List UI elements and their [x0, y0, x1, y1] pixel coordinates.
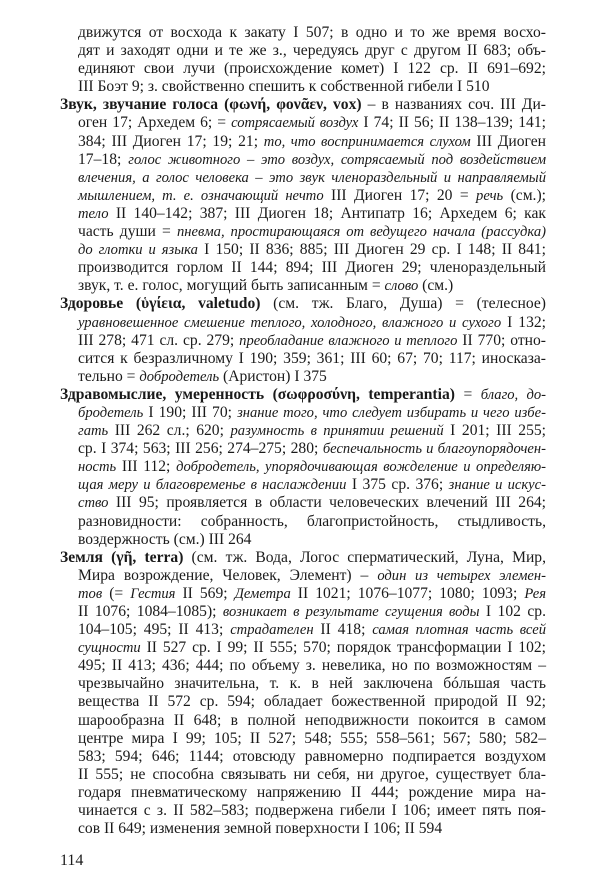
- definition-text: беспечальность и благоупорядочен-: [322, 441, 546, 458]
- definition-text: пневма, простирающаяся от ведущего начала (рассудка): [177, 224, 546, 241]
- index-entry-line: [60, 603, 546, 621]
- index-entry-line: [60, 440, 546, 458]
- index-entry-line: [60, 567, 546, 585]
- index-entry-line: [60, 24, 546, 42]
- index-entry-line: [60, 802, 546, 820]
- definition-text: ство: [78, 495, 109, 512]
- definition-text: знание того, что следует избирать и чего избе-: [237, 404, 546, 421]
- definition-text: преобладание влажного и теплого: [239, 332, 458, 349]
- reference-text: I 150; II 836; 885; III Диоген 29 ср. I 148; II 841;: [197, 241, 546, 259]
- reference-text: (Аристон) I 375: [219, 367, 327, 385]
- reference-text: I 132;: [501, 313, 546, 331]
- index-entry-line: [60, 60, 546, 78]
- definition-text: благо, до-: [480, 386, 546, 403]
- reference-text: III Диоген 17; 20 =: [323, 186, 477, 204]
- definition-text: сотрясаемый воздух: [231, 115, 359, 132]
- index-entry-line: [60, 332, 546, 350]
- entry-term: Звук, звучание голоса (φωνή, φονᾶεν, vox): [60, 96, 362, 114]
- reference-text: Мира возрождение, Человек, Элемент) –: [78, 566, 378, 584]
- index-entry-line: [60, 151, 546, 169]
- reference-text: единяют свои лучи (происхождение комет) I 122 ср. II 691–692;: [78, 60, 546, 78]
- index-entry-line: [60, 223, 546, 241]
- reference-text: =: [454, 385, 481, 403]
- definition-text: сущности: [78, 640, 141, 657]
- index-entry-line: [60, 277, 546, 295]
- index-entry-line: [60, 187, 546, 205]
- reference-text: II 527 ср. I 99; II 555; 570; порядок трансформации I 102;: [140, 639, 546, 657]
- index-entry-line: [60, 368, 546, 386]
- reference-text: 104–105; 495; II 413;: [78, 621, 231, 639]
- reference-text: разновидности: собранность, благопристойность, стыдливость,: [78, 512, 546, 530]
- reference-text: I 102 ср.: [479, 603, 546, 620]
- definition-text: то, что воспринимается слухом: [263, 133, 471, 150]
- index-entry-line: [60, 730, 546, 748]
- reference-text: часть души =: [78, 223, 177, 241]
- index-entry-line: [60, 169, 546, 187]
- definition-text: влечения, а голос человека – это звук членораздельный и направляемый: [78, 169, 546, 186]
- index-entry-line: [60, 513, 546, 531]
- reference-text: воздержность (см.) III 264: [78, 530, 252, 548]
- reference-text: III 95; проявляется в области человеческих влечений III 264;: [108, 494, 546, 512]
- reference-text: дят и заходят одни и те же з., чередуясь друг с другом II 683; объ-: [78, 42, 546, 60]
- reference-text: вещества II 572 ср. 594; обладает божественной природой II 92;: [78, 693, 546, 711]
- reference-text: (см.);: [503, 186, 546, 204]
- reference-text: чрезвычайно значительна, т. к. в ней заключена бóльшая часть: [78, 675, 546, 693]
- reference-text: II 770; отно-: [457, 331, 547, 349]
- reference-text: шарообразна II 648; в полной неподвижности покоится в самом: [78, 711, 546, 729]
- definition-text: до глотки и языка: [78, 242, 198, 259]
- index-entry-line: [60, 205, 546, 223]
- index-entry-line: [60, 621, 546, 639]
- reference-text: сится к безразличному I 190; 359; 361; III 60; 67; 70; 117; иносказа-: [78, 349, 546, 367]
- reference-text: II 569;: [175, 584, 235, 602]
- index-entry-line: [60, 476, 546, 494]
- reference-text: I 375 ср. 376;: [346, 476, 449, 494]
- index-entry-line: [60, 639, 546, 657]
- index-entry-line: [60, 585, 546, 603]
- reference-text: III 112;: [116, 458, 177, 476]
- definition-text: разумность в принятии решений: [230, 423, 444, 440]
- index-entry-heading-line: [60, 549, 546, 567]
- definition-text: Рея: [524, 585, 546, 602]
- reference-text: чинается с з. II 582–583; подвержена гибели I 106; имеет пять поя-: [78, 802, 546, 820]
- reference-text: сов II 649; изменения земной поверхности I 106; II 594: [78, 820, 443, 838]
- index-entry-heading-line: [60, 386, 546, 404]
- index-entry-line: [60, 784, 546, 802]
- reference-text: 384; III Диоген 17; 19; 21;: [78, 132, 264, 150]
- reference-text: I 201; III 255;: [443, 422, 546, 440]
- definition-text: ность: [78, 459, 117, 476]
- definition-text: самая плотная часть всей: [372, 622, 546, 639]
- entry-term: Земля (γῆ, terra): [60, 548, 184, 566]
- reference-text: II 1076; 1084–1085);: [78, 603, 223, 620]
- definition-text: слово: [384, 278, 419, 295]
- reference-text: (=: [102, 584, 131, 602]
- definition-text: Гестия: [130, 585, 176, 602]
- index-entry-heading-line: [60, 295, 546, 313]
- index-entry-line: [60, 494, 546, 512]
- reference-text: II 555; не способна связывать ни себя, ни другое, существует бла-: [78, 765, 546, 783]
- entry-term: Здоровье (ὑγίεια, valetudo): [60, 295, 261, 313]
- reference-text: 495; II 413; 436; 444; по объему з. невелика, но по возможностям –: [78, 657, 546, 675]
- definition-text: голос животного – это воздух, сотрясаемый под воздействием: [128, 151, 547, 168]
- definition-text: гать: [78, 423, 109, 440]
- entry-term: Здравомыслие, умеренность (σωφροσύνη, temperantia): [60, 385, 455, 403]
- definition-text: щая меру и благовременье в наслаждении: [78, 477, 347, 494]
- definition-text: один из четырех элемен-: [377, 567, 546, 584]
- index-entry-line: [60, 657, 546, 675]
- reference-text: 17–18;: [78, 150, 129, 168]
- index-entry-line: [60, 675, 546, 693]
- definition-text: добродетель, упорядочивающая вожделение и определяю-: [176, 459, 547, 476]
- definition-text: добродетель: [139, 368, 220, 385]
- index-entry-line: [60, 241, 546, 259]
- index-entry-line: [60, 42, 546, 60]
- definition-text: тов: [78, 585, 103, 602]
- reference-text: тельно =: [78, 367, 140, 385]
- index-entry-line: [60, 766, 546, 784]
- index-entry-line: [60, 693, 546, 711]
- reference-text: (см. тж. Вода, Логос сперматический, Луна, Мир,: [183, 548, 546, 566]
- definition-text: речь: [476, 187, 504, 204]
- reference-text: ср. I 374; 563; III 256; 274–275; 280;: [78, 440, 323, 458]
- definition-text: страдателен: [230, 622, 314, 639]
- index-entry-line: [60, 458, 546, 476]
- index-entry-line: [60, 259, 546, 277]
- index-entry-line: [60, 133, 546, 151]
- index-entry-line: [60, 820, 546, 838]
- index-entry-line: [60, 748, 546, 766]
- reference-text: – в названиях соч. III Ди-: [361, 96, 546, 114]
- index-entry-line: [60, 314, 546, 332]
- reference-text: III 262 сл.; 620;: [108, 422, 231, 440]
- definition-text: знание и искус-: [448, 477, 546, 494]
- reference-text: годаря пневматическому напряжению II 444; рождение мира на-: [78, 783, 546, 801]
- index-entry-line: [60, 712, 546, 730]
- index-text-body: [60, 24, 546, 838]
- page-number: 114: [60, 852, 84, 869]
- definition-text: бродетель: [78, 404, 144, 421]
- reference-text: III Боэт 9; з. свойственно спешить к собственной гибели I 510: [78, 78, 490, 96]
- index-entry-line: [60, 422, 546, 440]
- reference-text: III 278; 471 сл. ср. 279;: [78, 331, 240, 349]
- definition-text: возникает в результате сгущения воды: [222, 604, 480, 620]
- reference-text: (см. тж. Благо, Душа) = (телесное): [260, 295, 546, 313]
- reference-text: II 1021; 1076–1077; 1080; 1093;: [290, 584, 525, 602]
- reference-text: оген 17; Архедем 6; =: [78, 114, 232, 132]
- definition-text: мышлением, т. е. означающий нечто: [78, 187, 324, 204]
- definition-text: тело: [78, 205, 109, 222]
- reference-text: звук, т. е. голос, могущий быть записанным =: [78, 277, 385, 295]
- index-entry-line: [60, 404, 546, 422]
- reference-text: I 190; III 70;: [143, 403, 238, 421]
- reference-text: (см.): [418, 277, 454, 295]
- reference-text: II 418;: [313, 621, 373, 639]
- reference-text: III Диоген: [470, 132, 546, 150]
- index-entry-line: [60, 350, 546, 368]
- reference-text: II 140–142; 387; III Диоген 18; Антипатр 16; Архедем 6; как: [108, 204, 546, 222]
- reference-text: производится горлом II 144; 894; III Диоген 29; членораздельный: [78, 259, 546, 277]
- reference-text: I 74; II 56; II 138–139; 141;: [358, 114, 546, 132]
- index-entry-line: [60, 78, 546, 96]
- index-entry-heading-line: [60, 96, 546, 114]
- reference-text: центре мира I 99; 105; II 527; 548; 555; 558–561; 567; 580; 582–: [78, 729, 546, 747]
- definition-text: Деметра: [234, 585, 291, 602]
- definition-text: уравновешенное смешение теплого, холодного, влажного и сухого: [78, 314, 502, 331]
- reference-text: 583; 594; 646; 1144; отовсюду равномерно подпирается воздухом: [78, 747, 546, 765]
- reference-text: движутся от восхода к закату I 507; в одно и то же время восхо-: [78, 24, 546, 41]
- index-entry-line: [60, 531, 546, 549]
- index-entry-line: [60, 114, 546, 132]
